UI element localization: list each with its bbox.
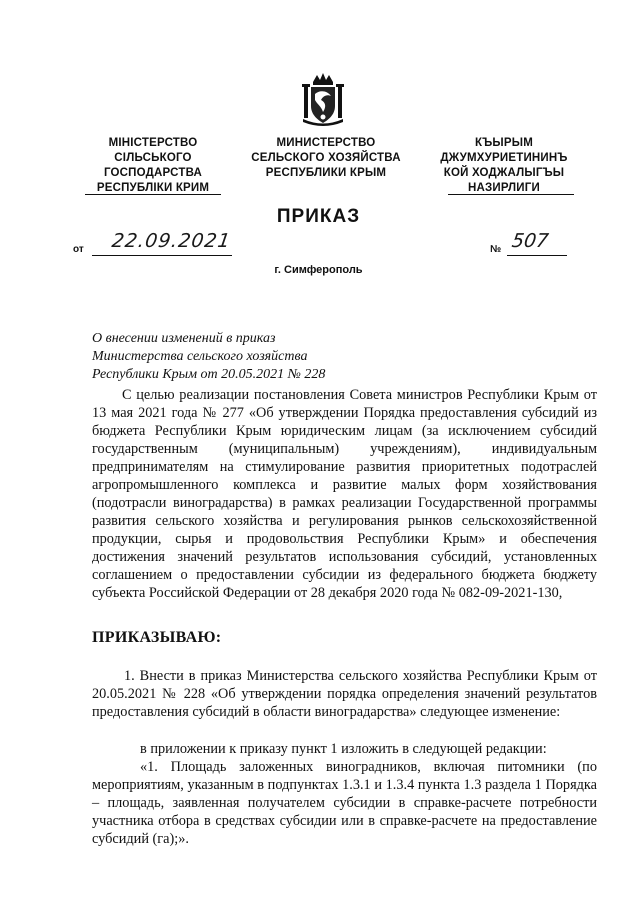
item-1-quote-paragraph: «1. Площадь заложенных виноградников, включая питомники (по мероприятиям, указанным в подпунктах 1.3.1 и 1.3.4 пункта 1.3 раздела 1 Порядка – площадь, заявленная получателем субсидии в справке-расчете потребности участника отбора в средствах субсидии или в справке-расчете на предоставление субсидий (га);». <box>92 759 597 847</box>
header-rule-left <box>85 194 221 195</box>
order-subject: О внесении изменений в приказ Министерства сельского хозяйства Республики Крым от 20.05.2021 № 228 <box>92 331 326 382</box>
date-line <box>92 255 232 256</box>
item-1-subparagraph: в приложении к приказу пункт 1 изложить в следующей редакции: <box>140 741 547 757</box>
ministry-name-ukrainian: МІНІСТЕРСТВО СІЛЬСЬКОГО ГОСПОДАРСТВА РЕСПУБЛІКИ КРИМ <box>96 137 210 194</box>
ministry-name-crimean-tatar: КЪЫРЫМ ДЖУМХУРИЕТИНИНЪ КОЙ ХОДЖАЛЫГЪЫ НАЗИРЛИГИ <box>440 137 568 194</box>
document-title: ПРИКАЗ <box>276 206 361 227</box>
city: г. Симферополь <box>274 264 363 276</box>
header-rule-right <box>448 194 574 195</box>
ministry-name-russian: МИНИСТЕРСТВО СЕЛЬСКОГО ХОЗЯЙСТВА РЕСПУБЛИКИ КРЫМ <box>251 137 401 179</box>
preamble-paragraph: С целью реализации постановления Совета министров Республики Крым от 13 мая 2021 года № 277 «Об утверждении Порядка предоставления субсидий из бюджета Республики Крым юридическим лицам (за исключением субсидий государственным (муниципальным) учреждениям), индивидуальным предпринимателям на стимулирование развития приоритетных подотраслей агропромышленного комплекса и развитие малых форм хозяйствования (подотрасли виноградарства) в рамках реализации Государственной программы развития сельского хозяйства и регулирования рынков сельскохозяйственной продукции, сырья и продовольствия Республики Крым» и обеспечения достижения значений результатов использования субсидий, установленных соглашением о предоставлении субсидии из федерального бюджета бюджету субъекта Российской Федерации от 28 декабря 2020 года № 082-09-2021-130, <box>92 387 597 601</box>
crimea-coat-of-arms-icon <box>301 72 345 126</box>
handwritten-number: 507 <box>510 230 550 252</box>
number-label: № <box>490 244 502 255</box>
item-1-paragraph: 1. Внести в приказ Министерства сельского хозяйства Республики Крым от 20.05.2021 № 228 «Об утверждении порядка определения значений результатов предоставления субсидий в области виноградарства» следующее изменение: <box>92 668 597 720</box>
handwritten-date: 22.09.2021 <box>110 230 233 252</box>
order-word: ПРИКАЗЫВАЮ: <box>92 629 222 646</box>
number-line <box>507 255 567 256</box>
date-label: от <box>73 244 84 255</box>
